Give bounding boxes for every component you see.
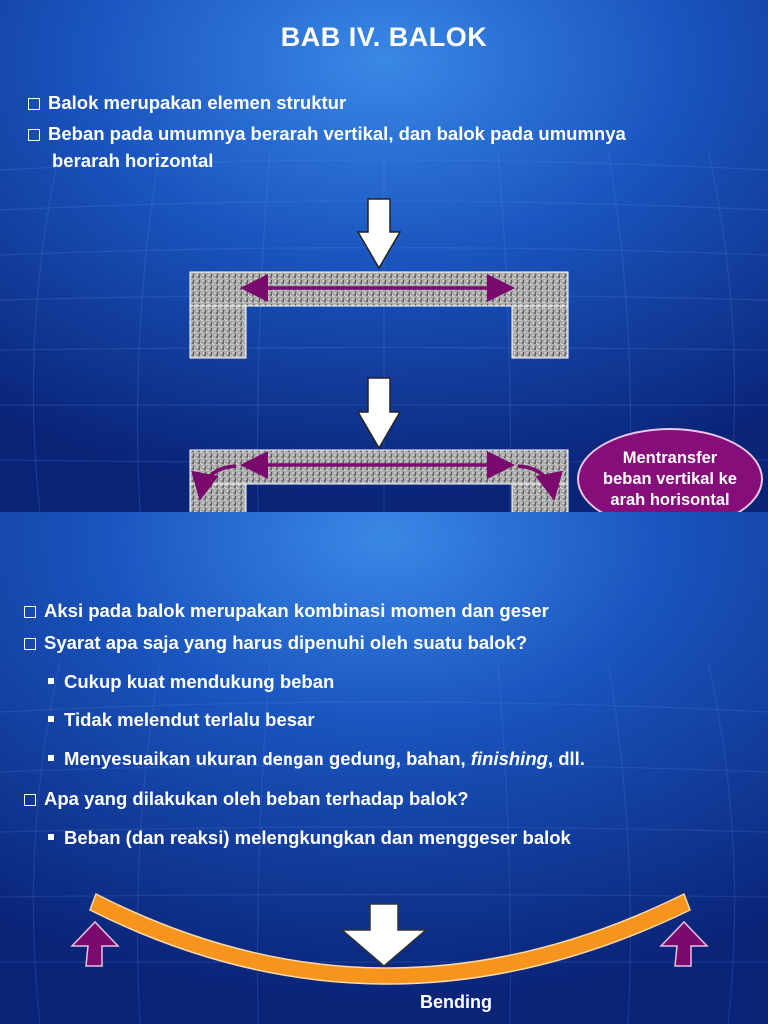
bullet-load-effect: Apa yang dilakukan oleh beban terhadap balok? — [24, 786, 469, 811]
bending-label: Bending — [420, 992, 492, 1012]
subbullet-1: Cukup kuat mendukung beban — [48, 669, 334, 694]
checkbox-bullet-icon — [28, 129, 40, 141]
checkbox-bullet-icon — [24, 794, 36, 806]
page-title: BAB IV. BALOK — [280, 22, 488, 52]
callout-line-2: beban vertikal ke — [603, 469, 737, 488]
bullet-2: Beban pada umumnya berarah vertikal, dan balok pada umumnya — [28, 121, 626, 146]
bullet-1: Balok merupakan elemen struktur — [28, 90, 346, 115]
square-bullet-icon — [48, 678, 54, 684]
slide-beam-requirements — [0, 512, 768, 1024]
callout-line-1: Mentransfer — [622, 448, 718, 467]
callout-line-3: arah horisontal — [610, 490, 730, 509]
subbullet-4: Beban (dan reaksi) melengkungkan dan menggeser balok — [48, 825, 571, 850]
checkbox-bullet-icon — [24, 638, 36, 650]
square-bullet-icon — [48, 716, 54, 722]
checkbox-bullet-icon — [24, 606, 36, 618]
square-bullet-icon — [48, 755, 54, 761]
square-bullet-icon — [48, 834, 54, 840]
bullet-requirements: Syarat apa saja yang harus dipenuhi oleh suatu balok? — [24, 630, 527, 655]
subbullet-2: Tidak melendut terlalu besar — [48, 707, 315, 732]
checkbox-bullet-icon — [28, 98, 40, 110]
subbullet-3: Menyesuaikan ukuran dengan gedung, bahan, finishing, dll. — [48, 746, 585, 773]
bullet-2-continued: berarah horizontal — [52, 150, 214, 171]
bullet-actions: Aksi pada balok merupakan kombinasi momen dan geser — [24, 598, 549, 623]
